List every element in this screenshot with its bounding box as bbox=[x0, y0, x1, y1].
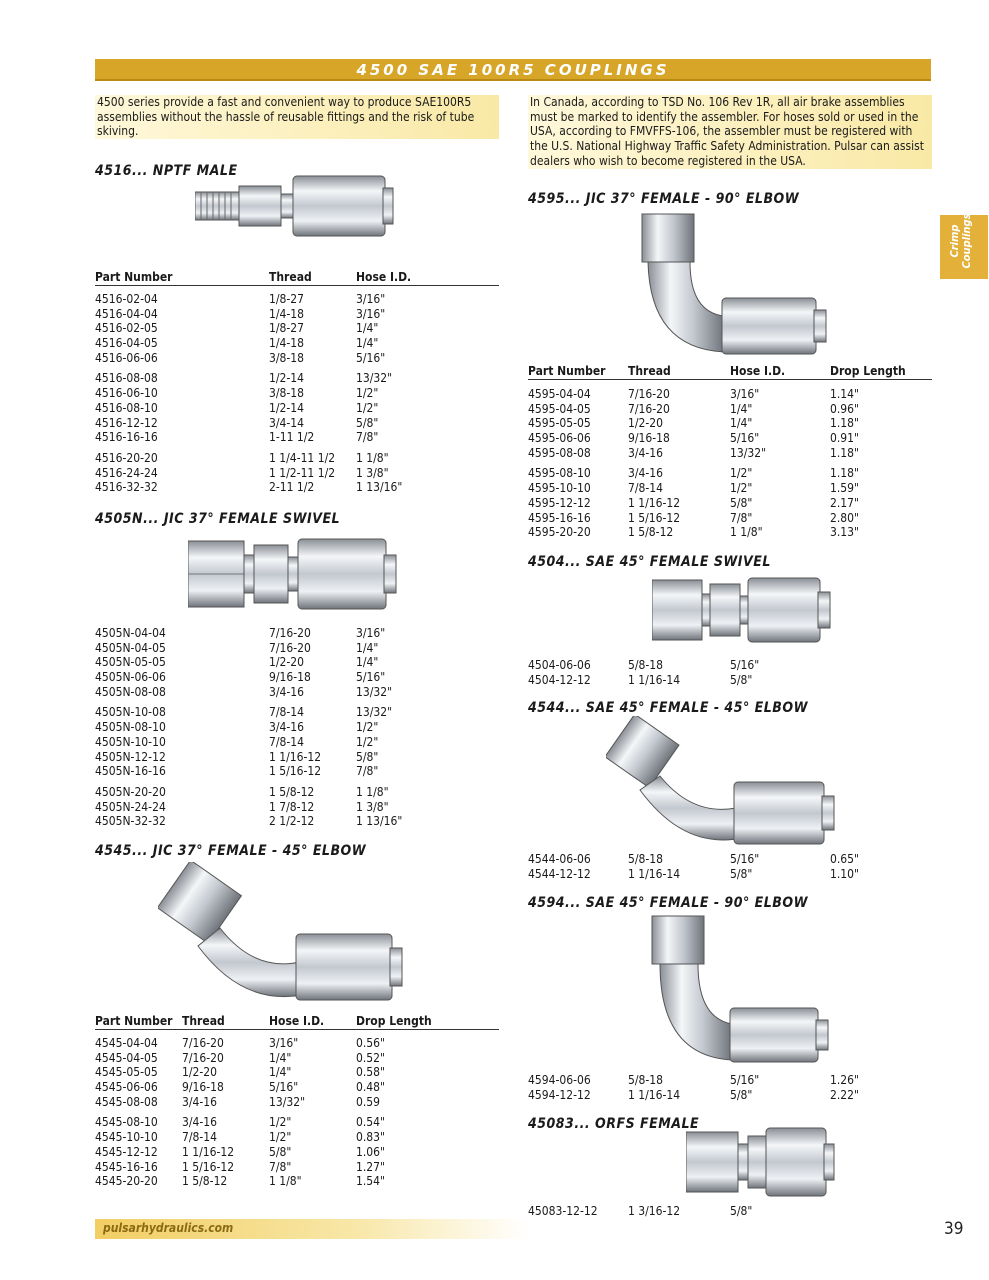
hose-id-cell: 5/8" bbox=[356, 415, 379, 430]
drop-length-cell: 0.56" bbox=[356, 1036, 385, 1050]
hose-id-cell: 5/16" bbox=[730, 658, 760, 672]
part-number-cell: 4505N-08-08 bbox=[95, 684, 166, 699]
thread-cell: 1 1/16-14 bbox=[628, 1087, 681, 1102]
part-number-cell: 4516-06-10 bbox=[95, 386, 158, 401]
part-number-cell: 4544-12-12 bbox=[528, 866, 591, 881]
thread-cell: 1 1/4-11 1/2 bbox=[269, 450, 336, 465]
hose-id-cell: 5/8" bbox=[730, 672, 753, 687]
hose-id-cell: 1/2" bbox=[356, 386, 379, 401]
page-number: 39 bbox=[944, 1219, 964, 1239]
coupling-4504-image bbox=[652, 576, 832, 644]
part-number-cell: 4595-04-05 bbox=[528, 401, 591, 416]
part-number-cell: 4505N-32-32 bbox=[95, 814, 166, 829]
thread-cell: 2-11 1/2 bbox=[269, 480, 315, 495]
thread-cell: 1/2-20 bbox=[628, 416, 664, 431]
part-number-cell: 4516-02-04 bbox=[95, 292, 158, 306]
col-hose-id: Hose I.D. bbox=[356, 270, 412, 284]
hose-id-cell: 1/2" bbox=[356, 734, 379, 749]
hose-id-cell: 1/2" bbox=[730, 481, 753, 496]
thread-cell: 1 5/8-12 bbox=[269, 784, 315, 799]
thread-cell: 9/16-18 bbox=[628, 431, 670, 446]
col-drop-length-4595: Drop Length bbox=[830, 364, 906, 378]
section-title-4545: 4545... JIC 37° FEMALE - 45° ELBOW bbox=[95, 843, 367, 859]
drop-length-cell: 1.54" bbox=[356, 1174, 385, 1189]
col-part-number-4595: Part Number bbox=[528, 364, 606, 378]
part-number-cell: 4595-05-05 bbox=[528, 416, 591, 431]
thread-cell: 1/4-18 bbox=[269, 336, 305, 351]
hose-id-cell: 1/2" bbox=[356, 720, 379, 735]
drop-length-cell: 0.96" bbox=[830, 401, 859, 416]
section-title-4516: 4516... NPTF MALE bbox=[95, 163, 238, 179]
hose-id-cell: 13/32" bbox=[356, 705, 393, 720]
part-number-cell: 4505N-08-10 bbox=[95, 720, 166, 735]
hose-id-cell: 1 13/16" bbox=[356, 480, 403, 495]
drop-length-cell: 1.59" bbox=[830, 481, 859, 496]
thread-cell: 9/16-18 bbox=[269, 670, 311, 685]
part-number-cell: 4545-08-10 bbox=[95, 1115, 158, 1130]
thread-cell: 3/4-16 bbox=[628, 466, 664, 481]
hose-id-cell: 1/2" bbox=[730, 466, 753, 481]
thread-cell: 1 5/16-12 bbox=[628, 510, 681, 525]
thread-cell: 5/8-18 bbox=[628, 658, 664, 672]
coupling-4505N-image bbox=[188, 535, 398, 613]
section-title-4504: 4504... SAE 45° FEMALE SWIVEL bbox=[528, 554, 771, 570]
part-number-cell: 45083-12-12 bbox=[528, 1204, 598, 1218]
thread-cell: 9/16-18 bbox=[182, 1080, 224, 1095]
thread-cell: 1/2-14 bbox=[269, 400, 305, 415]
part-number-cell: 4594-12-12 bbox=[528, 1087, 591, 1102]
col-thread-4595: Thread bbox=[628, 364, 671, 378]
col-part-number: Part Number bbox=[95, 270, 173, 284]
coupling-4516-image bbox=[195, 172, 395, 240]
section-title-4544: 4544... SAE 45° FEMALE - 45° ELBOW bbox=[528, 700, 808, 716]
drop-length-cell: 0.58" bbox=[356, 1065, 385, 1080]
col-hose-id-4595: Hose I.D. bbox=[730, 364, 786, 378]
thread-cell: 1 1/16-12 bbox=[269, 749, 322, 764]
part-number-cell: 4516-20-20 bbox=[95, 450, 158, 465]
section-title-4594: 4594... SAE 45° FEMALE - 90° ELBOW bbox=[528, 895, 808, 911]
part-number-cell: 4595-08-10 bbox=[528, 466, 591, 481]
part-number-cell: 4516-02-05 bbox=[95, 321, 158, 336]
hose-id-cell: 3/16" bbox=[356, 626, 386, 640]
thread-cell: 3/4-16 bbox=[269, 720, 305, 735]
section-title-45083: 45083... ORFS FEMALE bbox=[528, 1116, 700, 1132]
thread-cell: 1 5/8-12 bbox=[182, 1174, 228, 1189]
thread-cell: 1 1/16-14 bbox=[628, 672, 681, 687]
hose-id-cell: 13/32" bbox=[269, 1094, 306, 1109]
thread-cell: 7/16-20 bbox=[182, 1050, 224, 1065]
thread-cell: 1 1/16-12 bbox=[182, 1144, 235, 1159]
drop-length-cell: 1.18" bbox=[830, 416, 859, 431]
col-thread: Thread bbox=[269, 270, 312, 284]
part-number-cell: 4505N-12-12 bbox=[95, 749, 166, 764]
side-tab bbox=[940, 215, 988, 279]
thread-cell: 1/2-20 bbox=[182, 1065, 218, 1080]
thread-cell: 1 1/16-12 bbox=[628, 495, 681, 510]
thread-cell: 1 5/16-12 bbox=[182, 1159, 235, 1174]
intro-right: In Canada, according to TSD No. 106 Rev 1R, all air brake assemblies must be marked to identify the assembler. For hoses sold or used in the USA, according to FMVFFS-106, the assembler must be registered with the U.S. National Highway Traffic Safety Administration. Pulsar can assist dealers who wish to become registered in the USA. bbox=[528, 95, 932, 169]
thread-cell: 1 5/16-12 bbox=[269, 764, 322, 779]
thread-cell: 5/8-18 bbox=[628, 1073, 664, 1087]
drop-length-cell: 1.18" bbox=[830, 445, 859, 460]
hose-id-cell: 5/8" bbox=[730, 866, 753, 881]
drop-length-cell: 0.48" bbox=[356, 1080, 385, 1095]
hose-id-cell: 1 13/16" bbox=[356, 814, 403, 829]
section-title-4505N: 4505N... JIC 37° FEMALE SWIVEL bbox=[95, 511, 341, 527]
hose-id-cell: 5/16" bbox=[730, 1073, 760, 1087]
col-hose-id-4545: Hose I.D. bbox=[269, 1014, 325, 1028]
part-number-cell: 4595-16-16 bbox=[528, 510, 591, 525]
drop-length-cell: 2.80" bbox=[830, 510, 859, 525]
part-number-cell: 4545-05-05 bbox=[95, 1065, 158, 1080]
thread-cell: 3/4-16 bbox=[182, 1094, 218, 1109]
drop-length-cell: 3.13" bbox=[830, 525, 859, 540]
hose-id-cell: 5/8" bbox=[730, 1087, 753, 1102]
thread-cell: 3/8-18 bbox=[269, 350, 305, 365]
coupling-4544-image bbox=[606, 716, 842, 850]
hose-id-cell: 1/4" bbox=[269, 1065, 292, 1080]
hose-id-cell: 1 3/8" bbox=[356, 799, 389, 814]
hose-id-cell: 5/8" bbox=[730, 1204, 753, 1218]
part-number-cell: 4516-16-16 bbox=[95, 430, 158, 445]
part-number-cell: 4595-20-20 bbox=[528, 525, 591, 540]
hose-id-cell: 3/16" bbox=[730, 387, 760, 401]
part-number-cell: 4505N-10-08 bbox=[95, 705, 166, 720]
thread-cell: 7/16-20 bbox=[182, 1036, 224, 1050]
coupling-4594-image bbox=[646, 914, 832, 1066]
page-title: 4500 SAE 100R5 COUPLINGS bbox=[356, 61, 670, 79]
thread-cell: 7/8-14 bbox=[269, 705, 305, 720]
part-number-cell: 4505N-10-10 bbox=[95, 734, 166, 749]
part-number-cell: 4504-06-06 bbox=[528, 658, 591, 672]
hose-id-cell: 5/8" bbox=[730, 495, 753, 510]
thread-cell: 1 3/16-12 bbox=[628, 1204, 681, 1218]
part-number-cell: 4516-04-05 bbox=[95, 336, 158, 351]
thread-cell: 7/16-20 bbox=[269, 640, 311, 655]
part-number-cell: 4545-06-06 bbox=[95, 1080, 158, 1095]
thread-cell: 7/8-14 bbox=[269, 734, 305, 749]
hose-id-cell: 7/8" bbox=[356, 764, 379, 779]
part-number-cell: 4516-06-06 bbox=[95, 350, 158, 365]
part-number-cell: 4545-16-16 bbox=[95, 1159, 158, 1174]
hose-id-cell: 1/4" bbox=[730, 416, 753, 431]
part-number-cell: 4505N-16-16 bbox=[95, 764, 166, 779]
hose-id-cell: 5/8" bbox=[269, 1144, 292, 1159]
hose-id-cell: 3/16" bbox=[356, 306, 386, 321]
hose-id-cell: 1 1/8" bbox=[730, 525, 763, 540]
hose-id-cell: 3/16" bbox=[269, 1036, 299, 1050]
thread-cell: 1-11 1/2 bbox=[269, 430, 315, 445]
hose-id-cell: 13/32" bbox=[356, 371, 393, 386]
thread-cell: 3/4-14 bbox=[269, 415, 305, 430]
part-number-cell: 4505N-04-04 bbox=[95, 626, 166, 640]
drop-length-cell: 0.83" bbox=[356, 1130, 385, 1145]
thread-cell: 1 7/8-12 bbox=[269, 799, 315, 814]
thread-cell: 1 5/8-12 bbox=[628, 525, 674, 540]
thread-cell: 1 1/2-11 1/2 bbox=[269, 465, 336, 480]
part-number-cell: 4545-08-08 bbox=[95, 1094, 158, 1109]
hose-id-cell: 1/2" bbox=[269, 1130, 292, 1145]
hose-id-cell: 1/4" bbox=[730, 401, 753, 416]
intro-left: 4500 series provide a fast and convenient way to produce SAE100R5 assemblies without the hassle of reusable fittings and the risk of tube skiving. bbox=[95, 95, 499, 139]
thread-cell: 3/8-18 bbox=[269, 386, 305, 401]
drop-length-cell: 1.18" bbox=[830, 466, 859, 481]
part-number-cell: 4516-32-32 bbox=[95, 480, 158, 495]
drop-length-cell: 0.59 bbox=[356, 1094, 381, 1109]
hose-id-cell: 1/2" bbox=[269, 1115, 292, 1130]
hose-id-cell: 1/4" bbox=[356, 655, 379, 670]
part-number-cell: 4516-08-08 bbox=[95, 371, 158, 386]
thread-cell: 3/4-16 bbox=[628, 445, 664, 460]
hose-id-cell: 1 1/8" bbox=[356, 450, 389, 465]
thread-cell: 2 1/2-12 bbox=[269, 814, 315, 829]
hose-id-cell: 5/16" bbox=[356, 350, 386, 365]
part-number-cell: 4516-08-10 bbox=[95, 400, 158, 415]
col-thread-4545: Thread bbox=[182, 1014, 225, 1028]
thread-cell: 3/4-16 bbox=[182, 1115, 218, 1130]
hose-id-cell: 5/16" bbox=[269, 1080, 299, 1095]
coupling-4545-image bbox=[158, 862, 408, 1008]
part-number-cell: 4595-06-06 bbox=[528, 431, 591, 446]
thread-cell: 7/16-20 bbox=[628, 387, 670, 401]
part-number-cell: 4505N-20-20 bbox=[95, 784, 166, 799]
thread-cell: 1/2-14 bbox=[269, 371, 305, 386]
coupling-45083-image bbox=[686, 1126, 836, 1198]
part-number-cell: 4516-12-12 bbox=[95, 415, 158, 430]
part-number-cell: 4545-04-05 bbox=[95, 1050, 158, 1065]
part-number-cell: 4545-20-20 bbox=[95, 1174, 158, 1189]
part-number-cell: 4595-12-12 bbox=[528, 495, 591, 510]
drop-length-cell: 1.26" bbox=[830, 1073, 859, 1087]
part-number-cell: 4505N-24-24 bbox=[95, 799, 166, 814]
part-number-cell: 4516-04-04 bbox=[95, 306, 158, 321]
drop-length-cell: 1.14" bbox=[830, 387, 859, 401]
hose-id-cell: 1/2" bbox=[356, 400, 379, 415]
part-number-cell: 4595-04-04 bbox=[528, 387, 591, 401]
section-title-4595: 4595... JIC 37° FEMALE - 90° ELBOW bbox=[528, 191, 800, 207]
part-number-cell: 4505N-05-05 bbox=[95, 655, 166, 670]
part-number-cell: 4504-12-12 bbox=[528, 672, 591, 687]
drop-length-cell: 0.65" bbox=[830, 852, 859, 866]
hose-id-cell: 7/8" bbox=[356, 430, 379, 445]
part-number-cell: 4516-24-24 bbox=[95, 465, 158, 480]
hose-id-cell: 5/16" bbox=[730, 431, 760, 446]
drop-length-cell: 0.54" bbox=[356, 1115, 385, 1130]
thread-cell: 7/8-14 bbox=[182, 1130, 218, 1145]
hose-id-cell: 3/16" bbox=[356, 292, 386, 306]
drop-length-cell: 0.52" bbox=[356, 1050, 385, 1065]
part-number-cell: 4545-12-12 bbox=[95, 1144, 158, 1159]
thread-cell: 1/2-20 bbox=[269, 655, 305, 670]
drop-length-cell: 1.27" bbox=[356, 1159, 385, 1174]
footer-url[interactable]: pulsarhydraulics.com bbox=[103, 1221, 234, 1235]
hose-id-cell: 1/4" bbox=[356, 321, 379, 336]
part-number-cell: 4545-04-04 bbox=[95, 1036, 158, 1050]
drop-length-cell: 2.22" bbox=[830, 1087, 859, 1102]
thread-cell: 1/4-18 bbox=[269, 306, 305, 321]
hose-id-cell: 7/8" bbox=[730, 510, 753, 525]
drop-length-cell: 0.91" bbox=[830, 431, 859, 446]
part-number-cell: 4595-10-10 bbox=[528, 481, 591, 496]
hose-id-cell: 5/16" bbox=[356, 670, 386, 685]
hose-id-cell: 1 1/8" bbox=[269, 1174, 302, 1189]
hose-id-cell: 1 3/8" bbox=[356, 465, 389, 480]
col-drop-length-4545: Drop Length bbox=[356, 1014, 432, 1028]
hose-id-cell: 5/16" bbox=[730, 852, 760, 866]
part-number-cell: 4595-08-08 bbox=[528, 445, 591, 460]
part-number-cell: 4505N-04-05 bbox=[95, 640, 166, 655]
hose-id-cell: 13/32" bbox=[730, 445, 767, 460]
thread-cell: 1/8-27 bbox=[269, 292, 305, 306]
thread-cell: 5/8-18 bbox=[628, 852, 664, 866]
part-number-cell: 4594-06-06 bbox=[528, 1073, 591, 1087]
hose-id-cell: 5/8" bbox=[356, 749, 379, 764]
col-part-number-4545: Part Number bbox=[95, 1014, 173, 1028]
drop-length-cell: 1.10" bbox=[830, 866, 859, 881]
drop-length-cell: 2.17" bbox=[830, 495, 859, 510]
hose-id-cell: 1/4" bbox=[356, 640, 379, 655]
title-banner bbox=[95, 59, 931, 81]
thread-cell: 1 1/16-14 bbox=[628, 866, 681, 881]
part-number-cell: 4544-06-06 bbox=[528, 852, 591, 866]
thread-cell: 7/16-20 bbox=[628, 401, 670, 416]
hose-id-cell: 1/4" bbox=[269, 1050, 292, 1065]
hose-id-cell: 13/32" bbox=[356, 684, 393, 699]
hose-id-cell: 1/4" bbox=[356, 336, 379, 351]
hose-id-cell: 1 1/8" bbox=[356, 784, 389, 799]
part-number-cell: 4505N-06-06 bbox=[95, 670, 166, 685]
thread-cell: 7/16-20 bbox=[269, 626, 311, 640]
thread-cell: 7/8-14 bbox=[628, 481, 664, 496]
thread-cell: 1/8-27 bbox=[269, 321, 305, 336]
coupling-4595-image bbox=[626, 212, 836, 356]
side-tab-label: Crimp Couplings bbox=[948, 213, 973, 269]
part-number-cell: 4545-10-10 bbox=[95, 1130, 158, 1145]
drop-length-cell: 1.06" bbox=[356, 1144, 385, 1159]
thread-cell: 3/4-16 bbox=[269, 684, 305, 699]
hose-id-cell: 7/8" bbox=[269, 1159, 292, 1174]
